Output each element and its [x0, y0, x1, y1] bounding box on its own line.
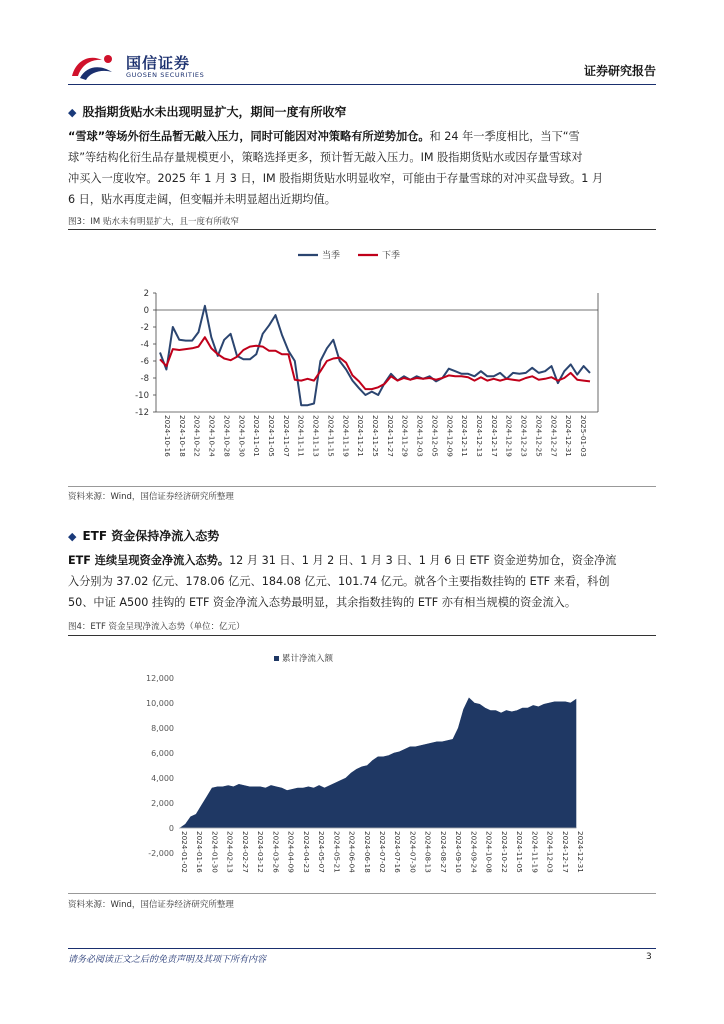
paragraph-line: 6 日，贴水再度走阔，但变幅并未明显超出近期均值。 [68, 193, 336, 206]
legend-label: 累计净流入额 [282, 654, 334, 664]
page-number: 3 [646, 952, 652, 962]
x-tick-label: 2024-06-04 [347, 831, 357, 873]
x-tick-label: 2024-05-21 [332, 831, 342, 873]
paragraph-line [68, 550, 656, 571]
x-tick-label: 2024-01-16 [195, 831, 205, 873]
x-tick-label: 2024-11-05 [515, 831, 525, 873]
paragraph-lead: “ [68, 130, 76, 143]
figure4-caption: 图4：ETF 资金呈现净流入态势（单位：亿元） [68, 622, 245, 632]
legend-label: 下季 [382, 251, 401, 261]
paragraph-line: 球”等结构化衍生品存量规模更小，策略选择更多，预计暂无敲入压力。IM 股指期货贴水或因存量雪球对 [68, 151, 583, 164]
x-tick-label: 2024-12-05 [430, 415, 440, 457]
x-tick-label: 2024-12-31 [576, 831, 585, 873]
paragraph-line: 冲买入一度收窄。2025 年 1 月 3 日，IM 股指期货贴水明显收窄，可能由于存量雪球的对冲买盘导致。1 月 [68, 172, 604, 185]
x-tick-label: 2024-11-05 [267, 415, 276, 457]
x-tick-label: 2024-01-02 [180, 831, 189, 873]
y-tick-label: -12 [135, 408, 149, 418]
x-tick-label: 2024-11-19 [530, 831, 540, 873]
x-tick-label: 2024-12-31 [564, 415, 574, 457]
figure4-source: 资料来源：Wind，国信证券经济研究所整理 [68, 900, 234, 910]
y-tick-label: 4,000 [151, 774, 174, 783]
x-tick-label: 2024-10-30 [237, 415, 247, 457]
x-tick-label: 2024-11-27 [385, 415, 395, 457]
x-tick-label: 2024-11-19 [341, 415, 351, 457]
x-tick-label: 2024-11-29 [400, 415, 410, 457]
x-tick-label: 2024-06-18 [362, 831, 372, 873]
x-tick-label: 2024-03-26 [271, 831, 281, 873]
paragraph-line [68, 126, 656, 147]
x-tick-label: 2024-08-13 [423, 831, 433, 873]
x-tick-label: 2024-12-09 [445, 415, 455, 457]
x-tick-label: 2024-11-11 [296, 415, 306, 457]
legend-label: 当季 [322, 251, 341, 261]
diamond-bullet-icon: ◆ [68, 106, 77, 119]
x-tick-label: 2024-07-02 [378, 831, 387, 873]
paragraph-line: 入分别为 37.02 亿元、178.06 亿元、184.08 亿元、101.74 亿元。就各个主要指数挂钩的 ETF 来看，科创 [68, 575, 610, 588]
y-tick-label: -2,000 [148, 849, 174, 858]
y-tick-label: 8,000 [151, 724, 174, 733]
figure4-bottom-rule [68, 893, 656, 894]
section-title-futures: ◆ 股指期货贴水未出现明显扩大，期间一度有所收窄 [68, 105, 347, 119]
x-tick-label: 2024-07-16 [393, 831, 403, 873]
x-tick-label: 2024-10-08 [484, 831, 494, 873]
x-tick-label: 2024-08-27 [438, 831, 448, 873]
paragraph-futures [68, 126, 656, 210]
x-tick-label: 2024-01-30 [210, 831, 220, 873]
x-tick-label: 2024-10-22 [499, 831, 509, 873]
x-tick-label: 2024-10-18 [177, 415, 187, 457]
paragraph-line: 50、中证 A500 挂钩的 ETF 资金净流入态势最明显，其余指数挂钩的 ETF 亦有相当规模的资金流入。 [68, 596, 577, 609]
etf-net-inflow-area-chart [68, 646, 656, 890]
y-tick-label: -2 [140, 323, 149, 333]
x-tick-label: 2024-11-21 [356, 415, 366, 457]
paragraph-etf [68, 550, 656, 613]
y-tick-label: 0 [168, 824, 174, 833]
guosen-logo-icon [68, 50, 118, 82]
series-line-next [160, 337, 590, 389]
x-tick-label: 2024-04-09 [286, 831, 296, 873]
y-tick-label: -4 [140, 340, 149, 350]
x-tick-label: 2024-02-13 [225, 831, 235, 873]
x-tick-label: 2024-12-03 [415, 415, 425, 457]
x-tick-label: 2024-10-16 [163, 415, 172, 457]
x-tick-label: 2024-12-11 [460, 415, 470, 457]
x-tick-label: 2024-11-07 [281, 415, 291, 457]
y-tick-label: 0 [143, 306, 149, 316]
x-tick-label: 2024-12-17 [560, 831, 570, 873]
section-title-etf: ◆ ETF 资金保持净流入态势 [68, 529, 220, 543]
x-tick-label: 2024-03-12 [256, 831, 266, 873]
x-tick-label: 2024-12-13 [475, 415, 484, 457]
x-tick-label: 2024-12-19 [504, 415, 514, 457]
x-tick-label: 2024-04-23 [301, 831, 311, 873]
report-header [68, 50, 656, 84]
paragraph-lead-text: 雪球”等场外衍生品暂无敲入压力，同时可能因对冲策略有所逆势加仓。 [75, 130, 430, 143]
y-tick-label: -10 [135, 391, 149, 401]
series-area-net-inflow [180, 698, 576, 828]
figure3-bottom-rule [68, 486, 656, 487]
x-tick-label: 2024-12-25 [534, 415, 544, 457]
y-tick-label: 2 [143, 289, 149, 299]
brand-name-cn: 国信证券 [126, 54, 191, 72]
paragraph-lead-text: ETF 连续呈现资金净流入态势。 [68, 554, 230, 567]
x-tick-label: 2024-12-03 [545, 831, 555, 873]
figure4-top-rule [68, 635, 656, 636]
series-line-current [160, 306, 590, 405]
diamond-bullet-icon: ◆ [68, 530, 77, 543]
x-tick-label: 2024-05-07 [317, 831, 327, 873]
paragraph-text: 和 24 年一季度相比，当下“雪 [429, 130, 580, 143]
x-tick-label: 2024-10-22 [192, 415, 202, 457]
document-type: 证券研究报告 [583, 64, 656, 78]
footer-divider [68, 948, 656, 949]
x-tick-label: 2024-11-15 [326, 415, 336, 457]
x-tick-label: 2024-12-27 [549, 415, 559, 457]
x-tick-label: 2024-10-28 [222, 415, 232, 457]
x-tick-label: 2024-09-10 [454, 831, 464, 873]
y-tick-label: 2,000 [151, 799, 174, 808]
x-tick-label: 2024-09-24 [469, 831, 479, 873]
header-divider [68, 84, 656, 85]
x-tick-label: 2024-12-23 [519, 415, 529, 457]
x-tick-label: 2024-02-27 [240, 831, 250, 873]
y-tick-label: 6,000 [151, 749, 174, 758]
brand-name-en: GUOSEN SECURITIES [126, 71, 205, 79]
y-tick-label: -8 [140, 374, 149, 384]
x-tick-label: 2025-01-03 [579, 415, 588, 457]
x-tick-label: 2024-07-30 [408, 831, 418, 873]
disclaimer-note: 请务必阅读正文之后的免责声明及其项下所有内容 [68, 955, 267, 965]
figure3-caption: 图3：IM 贴水未有明显扩大，且一度有所收窄 [68, 217, 239, 227]
x-tick-label: 2024-10-24 [207, 415, 217, 457]
y-tick-label: -6 [140, 357, 149, 367]
x-tick-label: 2024-11-13 [311, 415, 321, 457]
x-tick-label: 2024-12-17 [489, 415, 499, 457]
x-tick-label: 2024-11-25 [371, 415, 380, 457]
figure3-top-rule [68, 229, 656, 230]
legend-swatch [274, 656, 279, 661]
y-tick-label: 10,000 [146, 699, 174, 708]
y-tick-label: 12,000 [146, 674, 174, 683]
x-tick-label: 2024-11-01 [252, 415, 262, 457]
figure3-source: 资料来源：Wind，国信证券经济研究所整理 [68, 492, 234, 502]
paragraph-text: 12 月 31 日、1 月 2 日、1 月 3 日、1 月 6 日 ETF 资金逆势加仓，资金净流 [229, 554, 617, 567]
im-basis-line-chart [68, 238, 656, 478]
